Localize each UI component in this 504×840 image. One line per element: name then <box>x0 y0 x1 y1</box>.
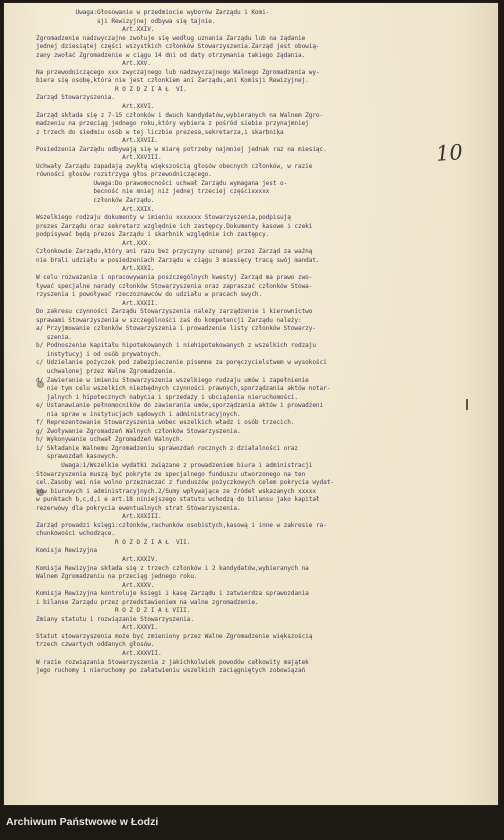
text-line: Art.XXV. <box>36 60 151 68</box>
text-line: Zmiany statutu i rozwiązanie Stowarzyszenia. <box>36 615 194 623</box>
text-line: nie brali udziału w posiedzeniach Zarządu w ciągu 3 miesięcy tracą swój mandat. <box>36 256 320 264</box>
text-line: Wszelkiego rodzaju dokumenty w imieniu xxxxxxx Stowarzyszenia,podpisują <box>36 214 291 222</box>
text-line: rezerwowy dla pokrycia ewentualnych strat Stowarzyszenia. <box>36 504 241 512</box>
text-line: jednej dziesiątej części wszystkich członków Stowarzyszenia.Zarząd jest obowią- <box>36 43 320 51</box>
text-line: Art.XXXV. <box>36 581 155 589</box>
text-line: Stowarzyszenia muszą być pokryte ze specjalnego funduszu utworzonego na ten <box>36 470 306 478</box>
text-line: podpisywać będą prezes Zarządu i skarbnik względnie ich zastępcy. <box>36 231 270 239</box>
text-line: g/ Zwoływanie Zgromadzeń Walnych członków Stowarzyszenia. <box>36 427 241 435</box>
text-line: a/ Przyjmowanie członków Stowarzyszenia i prowadzenie listy członków Stowarzy- <box>36 325 316 333</box>
text-line: sprawami Stowarzyszenia w szczególności zaś do kompetencji Zarządu należy: <box>36 316 302 324</box>
text-line: Komisja Rewizyjna kontroluje księgi i kasę Zarządu i zatwierdza sprawozdania <box>36 590 309 598</box>
typewritten-text <box>36 9 476 676</box>
text-line: trzech czwartych oddanych głosów. <box>36 641 155 649</box>
text-line: chunkowości wchodzące. <box>36 530 115 538</box>
text-line: Art.XXIX. <box>36 205 155 213</box>
text-line: Art.XXXII. <box>36 299 159 307</box>
text-line: i/ Składanie Walnemu Zgromadzeniu sprawozdań rocznych z działalności oraz <box>36 444 298 452</box>
text-line: f/ Reprezentowanie Stowarzyszenia wobec wszelkich władz i osób trzecich. <box>36 419 295 427</box>
text-line: i bilanse Zarządu przez przedstawieniem na walne zgromadzenie. <box>36 598 259 606</box>
text-line: Zarząd składa się z 7-15 członków i dwuch kandydatów,wybieranych na Walnem Zgro- <box>36 111 324 119</box>
text-line: Zarząd prowadzi księgi:członków,rachunków osobistych,kasową i inne w zakresie ra- <box>36 521 327 529</box>
archive-footer <box>0 814 504 840</box>
text-line: W celu rozważania i opracowywania poszczególnych kwestyj Zarząd ma prawo zwo- <box>36 273 313 281</box>
text-line: Art.XXIV. <box>36 26 155 34</box>
text-line: Art.XXXIII. <box>36 513 162 521</box>
text-line: uchwalonej przez Walne Zgromadzenie. <box>36 367 176 375</box>
margin-mark <box>466 399 468 410</box>
text-line: rzyszenia i powoływać rzeczoznawców do udziału w pracach swych. <box>36 291 263 299</box>
text-line: Art.XXXI. <box>36 265 155 273</box>
text-line: R O Z D Z I A Ł VII. <box>36 538 191 546</box>
text-line: e/ Ustanawianie pełnomocników do zawierania umów,sporządzania aktów i prowadzeni <box>36 402 324 410</box>
text-line: szenia. <box>36 333 72 341</box>
text-line: becność nie mniej niż jednej trzeciej częścixxxxx <box>36 188 270 196</box>
text-line: Art.XXX. <box>36 239 151 247</box>
text-line: jalnych i hipotecznych nabycia i sprzedaży i ubciążenia nieruchomości. <box>36 393 298 401</box>
text-line: Art.XXVI. <box>36 103 155 111</box>
text-line: Art.XXVIII. <box>36 154 162 162</box>
text-line: Posiedzenia Zarządu odbywają się w miarę potrzeby najmniej jednak raz na miesiąc. <box>36 145 327 153</box>
text-line: Uwaga:1/Wszelkie wydatki związane z prowadzeniem biura i administracji <box>36 461 313 469</box>
text-line: zany zwołać Zgromadzenie w ciągu 14 dni od daty otrzymania takiego żądania. <box>36 51 306 59</box>
text-line: ków biurowych i administracyjnych.2/Sumy wpływające ze źródeł wskazanych xxxxx <box>36 487 316 495</box>
text-line: R O Z D Z I A Ł VIII. <box>36 607 191 615</box>
text-line: W razie rozwiązania Stowarzyszenia z jakichkolwiek powodów całkowity majątek <box>36 658 309 666</box>
text-line: Uchwały Zarządu zapadają zwykłą większością głosów obecnych członków, w razie <box>36 162 313 170</box>
text-line: nie tym celu wszelkich niezbędnych czynności prawnych,sporządzania aktów notar- <box>36 385 331 393</box>
text-line: Uwaga:Głosowanie w przedmiocie wyborów Zarządu i Komi- <box>36 9 270 16</box>
text-line: w punktach b,c,d,i e art.18 niniejszego statutu wchodzą do bilansu jako kapitał <box>36 496 320 504</box>
text-line: Komisja Rewizyjna <box>36 547 98 555</box>
text-line: c/ Udzielanie pożyczek pod zabezpieczenie pisemne za poręczycielstwem w wysokości <box>36 359 327 367</box>
document-page <box>4 3 498 805</box>
text-line: Art.XXVII. <box>36 137 159 145</box>
text-line: ływać specjalne narady członków Stowarzyszenia oraz zapraszać członków Stowa- <box>36 282 313 290</box>
text-line: madzeniu na przeciąg jednego roku,który wybiera z pośród siebie przynajmniej <box>36 120 309 128</box>
text-line: Art.XXXVII. <box>36 650 162 658</box>
text-line: równości głosów rozstrzyga głos przewodniczącego. <box>36 171 212 179</box>
text-line: d/ Zawieranie w imieniu Stowarzyszenia wszelkiego rodzaju umów i zapełnienie <box>36 376 309 384</box>
text-line: Art.XXXVI. <box>36 624 159 632</box>
text-line: Do zakresu czynności Zarządu Stowarzyszenia należy zarządzenie i kierownictwo <box>36 308 313 316</box>
text-line: b/ Podnoszenie kapitału hipotekowanych i niehipotekowanych z wszelkich rodzaju <box>36 342 316 350</box>
text-line: biera się osobę,która nie jest członkiem ani Zarządu,ani Komisji Rewizyjnej. <box>36 77 309 85</box>
text-line: Zgromadzenie nadzwyczajne zwołuje się według uznania Zarządu lub na żądanie <box>36 34 306 42</box>
text-line: Komisja Rewizyjna składa się z trzech członków i 2 kandydatów,wybieranych na <box>36 564 309 572</box>
text-line: nia spraw w instytucjach sądowych i administracyjnych. <box>36 410 241 418</box>
text-line: instytucyj i od osób prywatnych. <box>36 350 162 358</box>
text-line: Na przewodniczącego xxx zwyczajnego lub nadzwyczajnego Walnego Zgromadzenia wy- <box>36 68 320 76</box>
text-line: R O Z D Z I A Ł VI. <box>36 85 187 93</box>
text-line: Statut stowarzyszenia może być zmieniony przez Walne Zgromadzenie większością <box>36 632 313 640</box>
text-line: h/ Wykonywanie uchwał Zgromadzeń Walnych. <box>36 436 184 444</box>
text-line: jego ruchomy i nieruchomy po załatwieniu wszelkich zaciągniętych zobowiązań <box>36 667 306 675</box>
text-line: z trzech do siedmiu osób w tej liczbie prezesa,sekretarza,i skarbnika <box>36 128 284 136</box>
text-line: Art.XXXIV. <box>36 556 159 563</box>
text-line: sprawozdań kasowych. <box>36 453 119 461</box>
text-line: Członkowie Zarządu,który ani razu bez przyczyny uznanej przez Zarząd za ważną <box>36 248 313 256</box>
text-line: cel.Zasoby wei nie wolno przeznaczać z funduszów pożyczkowych celem pokrycia wydat- <box>36 479 334 487</box>
text-line: sji Rewizyjnej odbywa się tajnie. <box>36 17 216 25</box>
text-line: prezes Zarządu oraz sekretarz względnie ich zastępcy.Dokumenty kasowe i czeki <box>36 222 313 230</box>
archive-label: Archiwum Państwowe w Łodzi <box>6 816 159 828</box>
text-line: Uwaga:Do prawomocności uchwał Zarządu wymagana jest o- <box>36 179 288 187</box>
text-line: Walnem Zgromadzeniu na przeciąg jednego roku. <box>36 573 198 581</box>
handwritten-page-number: 10 <box>435 140 464 166</box>
text-line: członków Zarządu. <box>36 197 155 205</box>
text-line: Zarząd Stowarzyszenia. <box>36 94 115 102</box>
